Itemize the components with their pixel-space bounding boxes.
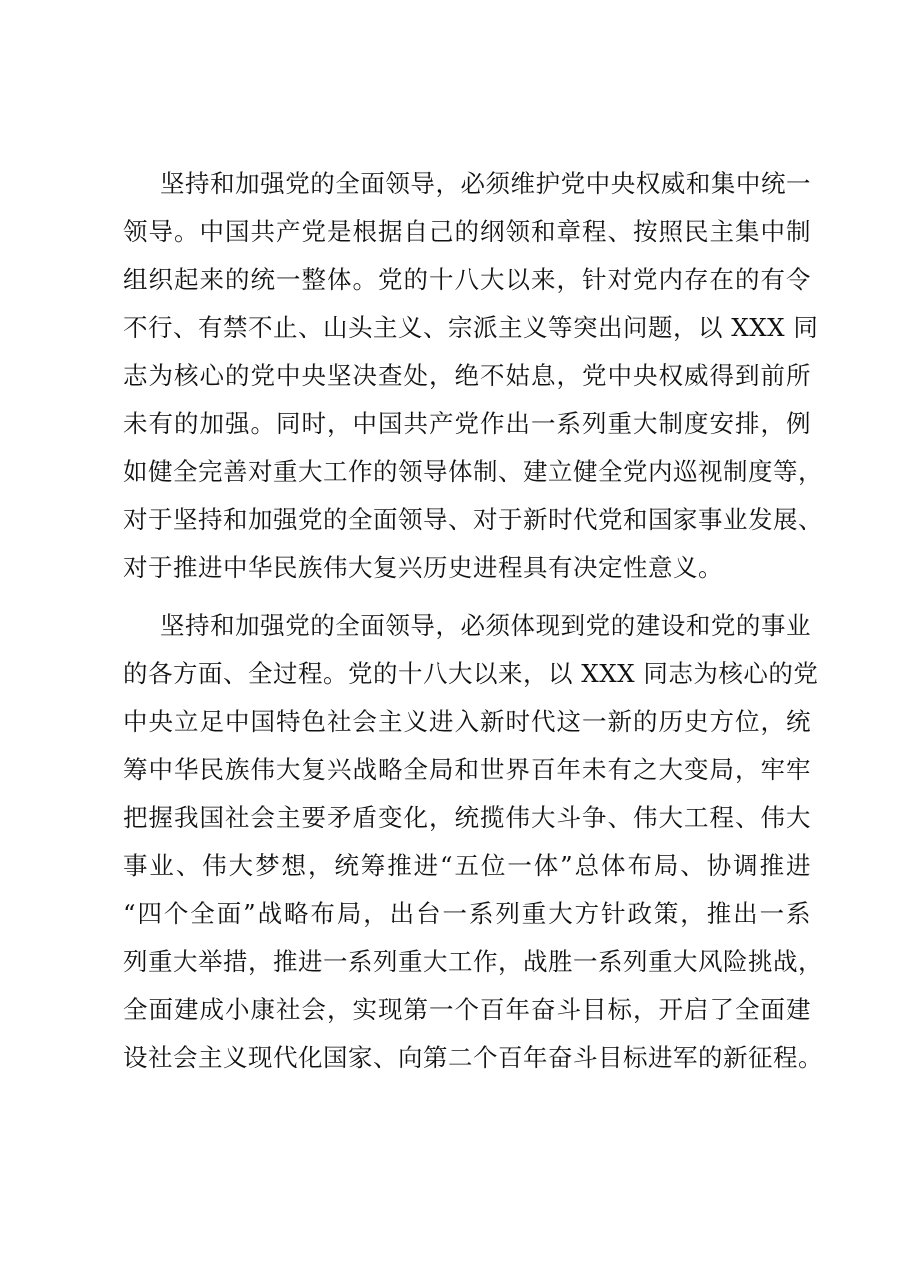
- text-line: 坚持和加强党的全面领导，必须体现到党的建设和党的事业: [160, 611, 811, 640]
- text-line: 志为核心的党中央坚决查处，绝不姑息，党中央权威得到前所: [123, 361, 811, 390]
- document-body: [123, 160, 823, 1082]
- text-line: 组织起来的统一整体。党的十八大以来，针对党内存在的有令: [123, 265, 811, 294]
- text-line: 事业、伟大梦想，统筹推进“五位一体”总体布局、协调推进: [123, 851, 811, 880]
- text-line: 不行、有禁不止、山头主义、宗派主义等突出问题，以 XXX 同: [123, 313, 819, 342]
- text-line: 筹中华民族伟大复兴战略全局和世界百年未有之大变局，牢牢: [123, 755, 811, 784]
- text-line: 未有的加强。同时，中国共产党作出一系列重大制度安排，例: [123, 409, 811, 438]
- text-line: 的各方面、全过程。党的十八大以来，以 XXX 同志为核心的党: [123, 659, 819, 688]
- text-line: “四个全面”战略布局，出台一系列重大方针政策，推出一系: [123, 899, 811, 928]
- text-line: 对于推进中华民族伟大复兴历史进程具有决定性意义。: [123, 553, 723, 582]
- text-line: 列重大举措，推进一系列重大工作，战胜一系列重大风险挑战，: [123, 947, 823, 976]
- text-line: 全面建成小康社会，实现第一个百年奋斗目标，开启了全面建: [123, 995, 811, 1024]
- text-line: 如健全完善对重大工作的领导体制、建立健全党内巡视制度等，: [123, 457, 823, 486]
- paragraph-1: [123, 160, 823, 592]
- text-line: 领导。中国共产党是根据自己的纲领和章程、按照民主集中制: [123, 217, 811, 246]
- text-line: 对于坚持和加强党的全面领导、对于新时代党和国家事业发展、: [123, 505, 823, 534]
- text-line: 坚持和加强党的全面领导，必须维护党中央权威和集中统一: [160, 169, 811, 198]
- text-line: 中央立足中国特色社会主义进入新时代这一新的历史方位，统: [123, 707, 811, 736]
- paragraph-2: [123, 602, 823, 1082]
- text-line: 把握我国社会主要矛盾变化，统揽伟大斗争、伟大工程、伟大: [123, 803, 811, 832]
- text-line: 设社会主义现代化国家、向第二个百年奋斗目标进军的新征程。: [123, 1043, 823, 1072]
